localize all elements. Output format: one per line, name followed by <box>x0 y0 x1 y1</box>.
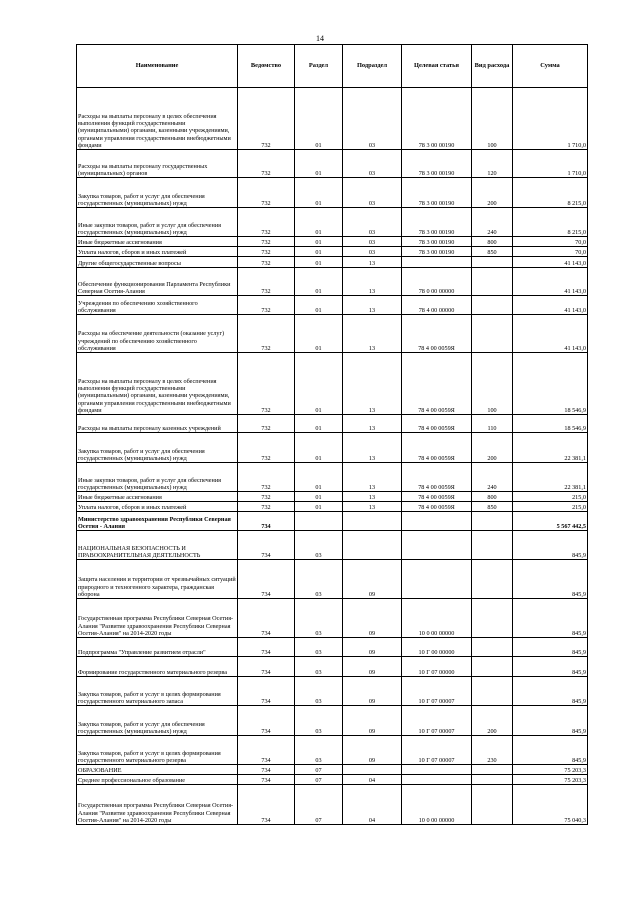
cell-name: Обеспечение функционирования Парламента Республики Северная Осетия-Алания <box>77 268 238 296</box>
cell-expense-type <box>472 512 513 531</box>
header-department: Ведомство <box>238 45 295 88</box>
cell-subsection <box>343 531 402 560</box>
cell-target-article: 78 4 00 0059Я <box>402 502 472 512</box>
cell-department: 732 <box>238 296 295 315</box>
table-row <box>77 296 588 315</box>
cell-target-article: 78 4 00 0059Я <box>402 492 472 502</box>
cell-subsection: 03 <box>343 247 402 257</box>
table-row <box>77 560 588 599</box>
cell-name: Закупка товаров, работ и услуг для обеспечения государственных (муниципальных) нужд <box>77 433 238 463</box>
cell-name: Закупка товаров, работ и услуг для обеспечения государственных (муниципальных) нужд <box>77 706 238 736</box>
cell-amount: 845,9 <box>513 638 588 657</box>
table-row <box>77 492 588 502</box>
cell-section: 01 <box>295 237 343 247</box>
cell-name: ОБРАЗОВАНИЕ <box>77 765 238 775</box>
cell-expense-type <box>472 785 513 825</box>
budget-table <box>76 44 588 825</box>
cell-expense-type: 120 <box>472 150 513 178</box>
cell-subsection: 03 <box>343 150 402 178</box>
cell-amount: 41 143,0 <box>513 257 588 268</box>
cell-subsection: 13 <box>343 257 402 268</box>
cell-section: 03 <box>295 638 343 657</box>
table-row <box>77 415 588 433</box>
header-target-article: Целевая статья <box>402 45 472 88</box>
cell-department: 734 <box>238 599 295 638</box>
cell-section: 01 <box>295 353 343 415</box>
cell-section: 03 <box>295 531 343 560</box>
cell-name: Закупка товаров, работ и услуг для обеспечения государственных (муниципальных) нужд <box>77 178 238 208</box>
cell-target-article: 78 3 00 00190 <box>402 150 472 178</box>
cell-expense-type: 850 <box>472 247 513 257</box>
table-row <box>77 257 588 268</box>
cell-amount: 41 143,0 <box>513 296 588 315</box>
cell-subsection <box>343 765 402 775</box>
cell-subsection: 13 <box>343 296 402 315</box>
cell-amount: 1 710,0 <box>513 88 588 150</box>
table-row <box>77 657 588 677</box>
cell-department: 734 <box>238 638 295 657</box>
cell-amount: 845,9 <box>513 657 588 677</box>
cell-section: 01 <box>295 502 343 512</box>
cell-target-article: 10 Г 07 00007 <box>402 706 472 736</box>
cell-amount: 215,0 <box>513 502 588 512</box>
cell-expense-type <box>472 599 513 638</box>
cell-section: 01 <box>295 247 343 257</box>
cell-amount: 845,9 <box>513 677 588 706</box>
cell-section: 07 <box>295 785 343 825</box>
cell-name: Государственная программа Республики Северная Осетия-Алания "Развитие здравоохранения Республики Северная Осетия-Алания" на 2014-2020 годы <box>77 599 238 638</box>
cell-subsection: 03 <box>343 88 402 150</box>
cell-target-article: 78 4 00 00000 <box>402 296 472 315</box>
cell-expense-type: 100 <box>472 88 513 150</box>
cell-subsection: 09 <box>343 677 402 706</box>
cell-target-article <box>402 531 472 560</box>
cell-target-article: 10 Г 07 00007 <box>402 736 472 765</box>
table-row <box>77 433 588 463</box>
cell-target-article: 78 3 00 00190 <box>402 208 472 237</box>
cell-name: НАЦИОНАЛЬНАЯ БЕЗОПАСНОСТЬ И ПРАВООХРАНИТЕЛЬНАЯ ДЕЯТЕЛЬНОСТЬ <box>77 531 238 560</box>
table-row <box>77 463 588 492</box>
cell-subsection: 03 <box>343 208 402 237</box>
cell-target-article: 10 0 00 00000 <box>402 785 472 825</box>
table-row <box>77 315 588 353</box>
cell-expense-type: 200 <box>472 433 513 463</box>
cell-target-article: 78 4 00 0059Я <box>402 433 472 463</box>
cell-name: Министерство здравоохранения Республики Северная Осетия - Алания <box>77 512 238 531</box>
cell-target-article <box>402 560 472 599</box>
cell-department: 732 <box>238 268 295 296</box>
cell-name: Подпрограмма "Управление развитием отрасли" <box>77 638 238 657</box>
cell-expense-type: 230 <box>472 736 513 765</box>
cell-subsection: 03 <box>343 237 402 247</box>
cell-subsection: 13 <box>343 463 402 492</box>
cell-subsection: 09 <box>343 736 402 765</box>
cell-subsection: 09 <box>343 638 402 657</box>
cell-target-article <box>402 775 472 785</box>
cell-subsection: 13 <box>343 268 402 296</box>
cell-name: Уплата налогов, сборов и иных платежей <box>77 502 238 512</box>
cell-expense-type <box>472 531 513 560</box>
cell-name: Среднее профессиональное образование <box>77 775 238 785</box>
cell-expense-type <box>472 775 513 785</box>
header-expense-type: Вид расхода <box>472 45 513 88</box>
cell-section: 07 <box>295 765 343 775</box>
cell-section: 01 <box>295 178 343 208</box>
cell-target-article <box>402 765 472 775</box>
cell-department: 734 <box>238 785 295 825</box>
cell-name: Расходы на выплаты персоналу в целях обеспечения выполнения функций государственными (муниципальными) органами, казенными учреждениями, органами управления государственными внебюджетными фондами <box>77 353 238 415</box>
header-amount: Сумма <box>513 45 588 88</box>
cell-section: 01 <box>295 88 343 150</box>
cell-section: 01 <box>295 296 343 315</box>
cell-amount: 845,9 <box>513 599 588 638</box>
cell-department: 732 <box>238 492 295 502</box>
cell-target-article: 78 3 00 00190 <box>402 247 472 257</box>
cell-department: 734 <box>238 677 295 706</box>
cell-section: 01 <box>295 268 343 296</box>
cell-expense-type: 100 <box>472 353 513 415</box>
cell-target-article: 78 3 00 00190 <box>402 178 472 208</box>
cell-name: Учреждения по обеспечению хозяйственного обслуживания <box>77 296 238 315</box>
cell-amount: 845,9 <box>513 560 588 599</box>
cell-department: 734 <box>238 560 295 599</box>
cell-section: 01 <box>295 492 343 502</box>
table-row <box>77 247 588 257</box>
header-section: Раздел <box>295 45 343 88</box>
cell-target-article: 78 0 00 00000 <box>402 268 472 296</box>
table-row <box>77 268 588 296</box>
cell-target-article <box>402 257 472 268</box>
cell-section: 01 <box>295 150 343 178</box>
cell-amount: 41 143,0 <box>513 268 588 296</box>
cell-name: Защита населения и территории от чрезвычайных ситуаций природного и техногенного характера, гражданская оборона <box>77 560 238 599</box>
cell-department: 732 <box>238 247 295 257</box>
table-row <box>77 785 588 825</box>
cell-expense-type <box>472 677 513 706</box>
cell-section: 07 <box>295 775 343 785</box>
cell-department: 734 <box>238 512 295 531</box>
table-row <box>77 677 588 706</box>
table-row <box>77 638 588 657</box>
cell-expense-type: 240 <box>472 463 513 492</box>
cell-amount: 5 567 442,5 <box>513 512 588 531</box>
cell-name: Уплата налогов, сборов и иных платежей <box>77 247 238 257</box>
cell-section: 01 <box>295 433 343 463</box>
cell-subsection: 13 <box>343 415 402 433</box>
cell-department: 734 <box>238 657 295 677</box>
cell-target-article: 10 Г 00 00000 <box>402 638 472 657</box>
cell-name: Расходы на выплаты персоналу государственных (муниципальных) органов <box>77 150 238 178</box>
cell-section: 03 <box>295 657 343 677</box>
cell-department: 732 <box>238 353 295 415</box>
cell-department: 732 <box>238 88 295 150</box>
cell-amount: 22 381,1 <box>513 433 588 463</box>
table-row <box>77 353 588 415</box>
cell-target-article: 78 3 00 00190 <box>402 237 472 247</box>
cell-expense-type: 800 <box>472 492 513 502</box>
cell-section: 01 <box>295 208 343 237</box>
table-row <box>77 775 588 785</box>
cell-amount: 22 381,1 <box>513 463 588 492</box>
cell-department: 732 <box>238 315 295 353</box>
cell-amount: 70,0 <box>513 237 588 247</box>
cell-subsection <box>343 512 402 531</box>
cell-name: Расходы на обеспечение деятельности (оказание услуг) учреждений по обеспечению хозяйственного обслуживания <box>77 315 238 353</box>
cell-subsection: 13 <box>343 353 402 415</box>
table-row <box>77 736 588 765</box>
cell-section: 01 <box>295 315 343 353</box>
table-header-row <box>77 45 588 88</box>
cell-target-article: 10 Г 07 00000 <box>402 657 472 677</box>
cell-department: 734 <box>238 531 295 560</box>
cell-section <box>295 512 343 531</box>
cell-department: 734 <box>238 706 295 736</box>
cell-department: 732 <box>238 178 295 208</box>
cell-amount: 18 546,9 <box>513 353 588 415</box>
cell-name: Формирование государственного материального резерва <box>77 657 238 677</box>
cell-expense-type <box>472 765 513 775</box>
cell-name: Иные закупки товаров, работ и услуг для обеспечения государственных (муниципальных) нужд <box>77 463 238 492</box>
table-row <box>77 208 588 237</box>
table-row <box>77 502 588 512</box>
cell-amount: 75 203,3 <box>513 775 588 785</box>
cell-name: Государственная программа Республики Северная Осетия-Алания "Развитие здравоохранения Республики Северная Осетия-Алания" на 2014-2020 годы <box>77 785 238 825</box>
cell-amount: 845,9 <box>513 706 588 736</box>
cell-expense-type <box>472 657 513 677</box>
cell-department: 732 <box>238 208 295 237</box>
cell-amount: 215,0 <box>513 492 588 502</box>
cell-amount: 70,0 <box>513 247 588 257</box>
table-row <box>77 706 588 736</box>
table-row <box>77 765 588 775</box>
cell-subsection: 09 <box>343 599 402 638</box>
table-row <box>77 531 588 560</box>
cell-section: 03 <box>295 560 343 599</box>
cell-expense-type: 200 <box>472 178 513 208</box>
cell-expense-type: 240 <box>472 208 513 237</box>
cell-name: Расходы на выплаты персоналу в целях обеспечения выполнения функций государственными (муниципальными) органами, казенными учреждениями, органами управления государственными внебюджетными фондами <box>77 88 238 150</box>
cell-amount: 8 215,0 <box>513 178 588 208</box>
cell-section: 03 <box>295 599 343 638</box>
cell-target-article: 78 4 00 0059Я <box>402 315 472 353</box>
cell-department: 732 <box>238 150 295 178</box>
cell-amount: 845,9 <box>513 531 588 560</box>
cell-department: 732 <box>238 237 295 247</box>
cell-target-article: 10 Г 07 00007 <box>402 677 472 706</box>
cell-department: 734 <box>238 765 295 775</box>
cell-amount: 75 203,3 <box>513 765 588 775</box>
cell-amount: 75 040,3 <box>513 785 588 825</box>
cell-name: Иные закупки товаров, работ и услуг для обеспечения государственных (муниципальных) нужд <box>77 208 238 237</box>
cell-name: Закупка товаров, работ и услуг в целях формирования государственного материального запаса <box>77 677 238 706</box>
cell-expense-type <box>472 560 513 599</box>
cell-section: 03 <box>295 706 343 736</box>
cell-subsection: 13 <box>343 315 402 353</box>
cell-expense-type <box>472 296 513 315</box>
cell-subsection: 13 <box>343 433 402 463</box>
table-row <box>77 178 588 208</box>
cell-target-article: 78 4 00 0059Я <box>402 415 472 433</box>
cell-section: 01 <box>295 415 343 433</box>
cell-amount: 1 710,0 <box>513 150 588 178</box>
page-number: 14 <box>316 34 324 43</box>
cell-name: Иные бюджетные ассигнования <box>77 492 238 502</box>
cell-subsection: 13 <box>343 502 402 512</box>
cell-subsection: 04 <box>343 775 402 785</box>
cell-name: Иные бюджетные ассигнования <box>77 237 238 247</box>
cell-expense-type: 800 <box>472 237 513 247</box>
cell-subsection: 09 <box>343 657 402 677</box>
cell-department: 732 <box>238 415 295 433</box>
cell-amount: 8 215,0 <box>513 208 588 237</box>
cell-department: 734 <box>238 775 295 785</box>
cell-department: 734 <box>238 736 295 765</box>
cell-expense-type: 850 <box>472 502 513 512</box>
cell-target-article: 78 4 00 0059Я <box>402 463 472 492</box>
table-row <box>77 150 588 178</box>
cell-section: 01 <box>295 463 343 492</box>
cell-section: 03 <box>295 736 343 765</box>
cell-amount: 41 143,0 <box>513 315 588 353</box>
cell-target-article: 10 0 00 00000 <box>402 599 472 638</box>
cell-subsection: 04 <box>343 785 402 825</box>
cell-target-article <box>402 512 472 531</box>
cell-expense-type <box>472 638 513 657</box>
cell-expense-type: 110 <box>472 415 513 433</box>
cell-name: Другие общегосударственные вопросы <box>77 257 238 268</box>
cell-subsection: 03 <box>343 178 402 208</box>
cell-subsection: 09 <box>343 706 402 736</box>
table-row <box>77 512 588 531</box>
cell-name: Закупка товаров, работ и услуг в целях формирования государственного материального резерва <box>77 736 238 765</box>
table-row <box>77 237 588 247</box>
cell-department: 732 <box>238 463 295 492</box>
cell-target-article: 78 4 00 0059Я <box>402 353 472 415</box>
cell-amount: 18 546,9 <box>513 415 588 433</box>
cell-expense-type <box>472 315 513 353</box>
cell-target-article: 78 3 00 00190 <box>402 88 472 150</box>
cell-amount: 845,9 <box>513 736 588 765</box>
header-subsection: Подраздел <box>343 45 402 88</box>
cell-expense-type: 200 <box>472 706 513 736</box>
cell-department: 732 <box>238 433 295 463</box>
cell-expense-type <box>472 257 513 268</box>
cell-section: 01 <box>295 257 343 268</box>
table-row <box>77 599 588 638</box>
table-row <box>77 88 588 150</box>
cell-section: 03 <box>295 677 343 706</box>
cell-department: 732 <box>238 257 295 268</box>
header-name: Наименование <box>77 45 238 88</box>
cell-subsection: 09 <box>343 560 402 599</box>
cell-expense-type <box>472 268 513 296</box>
cell-department: 732 <box>238 502 295 512</box>
cell-name: Расходы на выплаты персоналу казенных учреждений <box>77 415 238 433</box>
cell-subsection: 13 <box>343 492 402 502</box>
